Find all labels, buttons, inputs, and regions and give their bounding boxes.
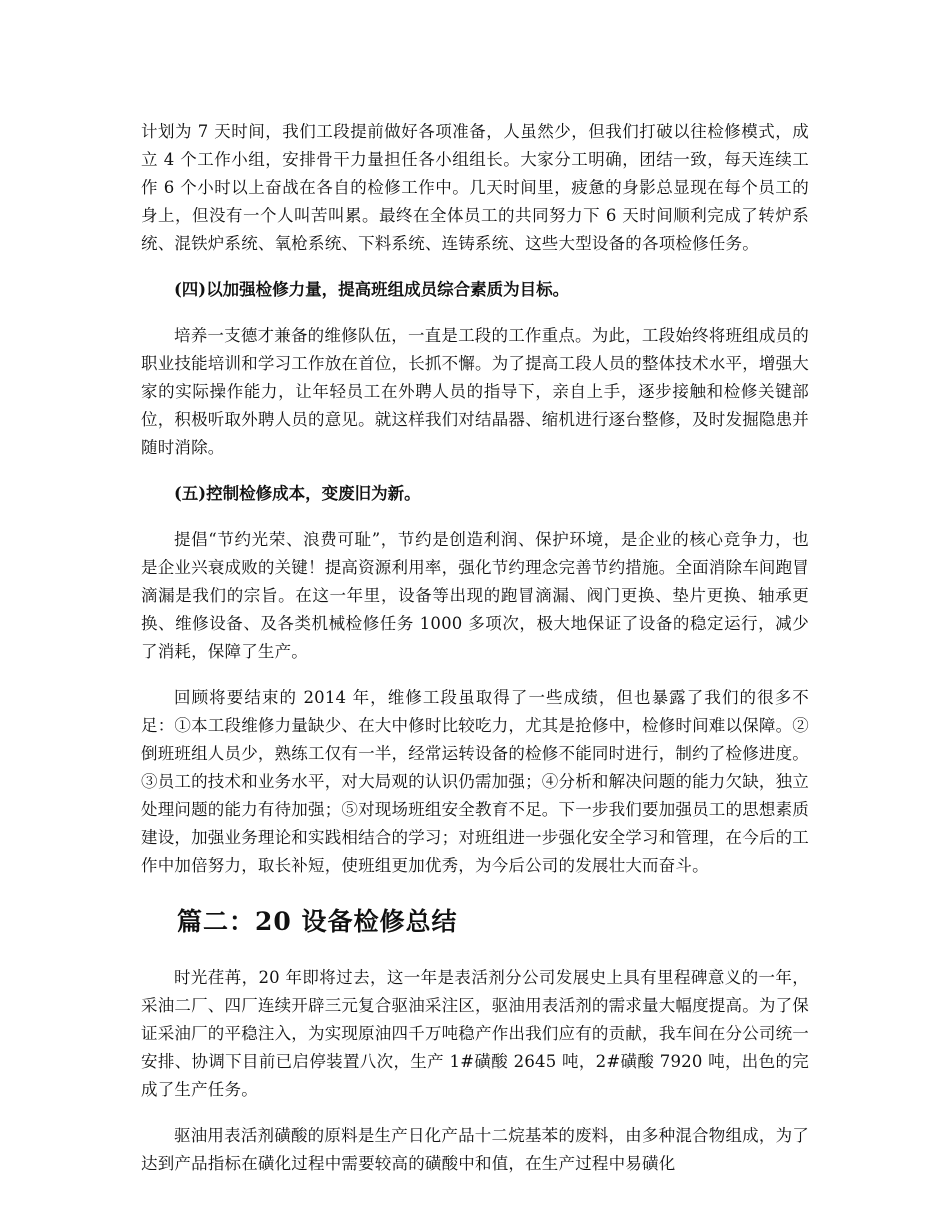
paragraph-team-training: 培养一支德才兼备的维修队伍，一直是工段的工作重点。为此，工段始终将班组成员的职业技能培训和学习工作放在首位，长抓不懈。为了提高工段人员的整体技术水平，增强大家的实际操作能力，让年轻员工在外聘人员的指导下，亲自上手，逐步接触和检修关键部位，积极听取外聘人员的意见。就这样我们对结晶器、缩机进行逐台整修，及时发掘隐患并随时消除。 [141, 326, 809, 457]
paragraph-review: 回顾将要结束的 2014 年，维修工段虽取得了一些成绩，但也暴露了我们的很多不足：①本工段维修力量缺少、在大中修时比较吃力，尤其是抢修中，检修时间难以保障。②倒班班组人员少，熟练工仅有一半，经常运转设备的检修不能同时进行，制约了检修进度。③员工的技术和业务水平，对大局观的认识仍需加强；④分析和解决问题的能力欠缺，独立处理问题的能力有待加强；⑤对现场班组安全教育不足。下一步我们要加强员工的思想素质建设，加强业务理论和实践相结合的学习；对班组进一步强化安全学习和管理，在今后的工作中加倍努力，取长补短，使班组更加优秀，为今后公司的发展壮大而奋斗。 [141, 688, 809, 875]
paragraph-sulfonic-acid: 驱油用表活剂磺酸的原料是生产日化产品十二烷基苯的废料，由多种混合物组成，为了达到产品指标在磺化过程中需要较高的磺酸中和值，在生产过程中易磺化 [141, 1126, 809, 1173]
section-2-title: 篇二：20 设备检修总结 [177, 907, 458, 936]
paragraph-overhaul-plan: 计划为 7 天时间，我们工段提前做好各项准备，人虽然少，但我们打破以往检修模式，成立 4 个工作小组，安排骨干力量担任各小组组长。大家分工明确，团结一致，每天连续工作 6 个小时以上奋战在各自的检修工作中。几天时间里，疲惫的身影总显现在每个员工的身上，但没有一个人叫苦叫累。最终在全体员工的共同努力下 6 天时间顺利完成了转炉系统、混铁炉系统、氧枪系统、下料系统、连铸系统、这些大型设备的各项检修任务。 [141, 122, 809, 253]
document-page [141, 118, 809, 1178]
paragraph-cost-saving: 提倡“节约光荣、浪费可耻”，节约是创造利润、保护环境，是企业的核心竞争力，也是企业兴衰成败的关键！提高资源利用率，强化节约理念完善节约措施。全面消除车间跑冒滴漏是我们的宗旨。在这一年里，设备等出现的跑冒滴漏、阀门更换、垫片更换、轴承更换、维修设备、及各类机械检修任务 1000 多项次，极大地保证了设备的稳定运行，减少了消耗，保障了生产。 [141, 530, 809, 661]
subheading-4: (四)以加强检修力量，提高班组成员综合素质为目标。 [174, 280, 570, 299]
subheading-5: (五)控制检修成本，变废旧为新。 [174, 484, 421, 503]
paragraph-year-summary: 时光荏苒，20 年即将过去，这一年是表活剂分公司发展史上具有里程碑意义的一年，采油二厂、四厂连续开辟三元复合驱油采注区，驱油用表活剂的需求量大幅度提高。为了保证采油厂的平稳注入，为实现原油四千万吨稳产作出我们应有的贡献，我车间在分公司统一安排、协调下目前已启停装置八次，生产 1#磺酸 2645 吨，2#磺酸 7920 吨，出色的完成了生产任务。 [141, 968, 809, 1099]
